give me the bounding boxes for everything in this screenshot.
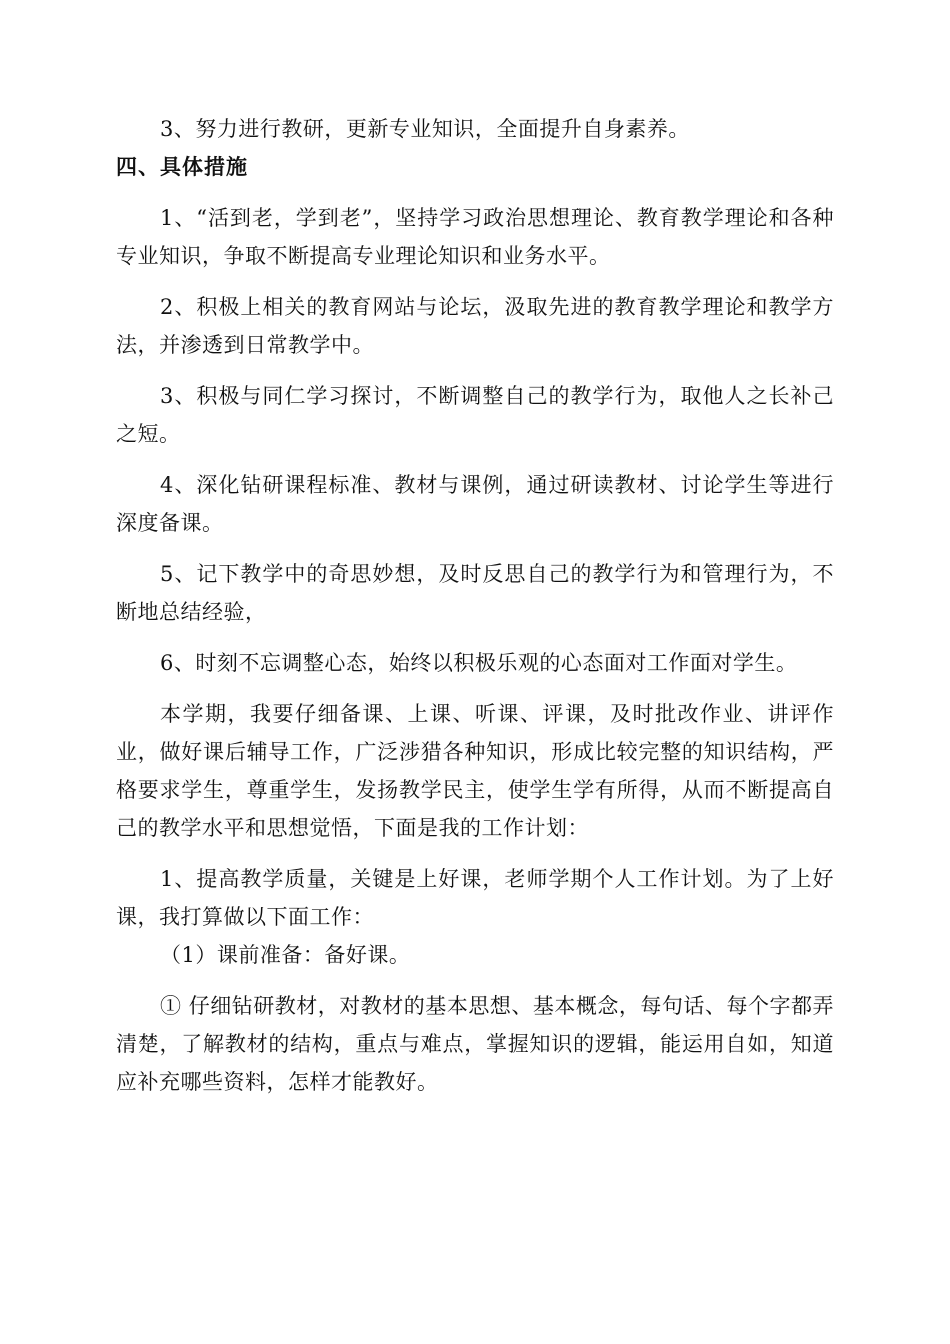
paragraph-subitem-detail: ① 仔细钻研教材，对教材的基本思想、基本概念，每句话、每个字都弄清楚，了解教材的结构，重点与难点，掌握知识的逻辑，能运用自如，知道应补充哪些资料，怎样才能教好。: [116, 994, 834, 1094]
paragraph-measure-2: 2、积极上相关的教育网站与论坛，汲取先进的教育教学理论和教学方法，并渗透到日常教学中。: [116, 295, 834, 357]
paragraph-semester-plan: 本学期，我要仔细备课、上课、听课、评课，及时批改作业、讲评作业，做好课后辅导工作，广泛涉猎各种知识，形成比较完整的知识结构，严格要求学生，尊重学生，发扬教学民主，使学生学有所得，从而不断提高自己的教学水平和思想觉悟，下面是我的工作计划：: [116, 702, 834, 840]
paragraph-plan-item-1: 1、提高教学质量，关键是上好课，老师学期个人工作计划。为了上好课，我打算做以下面工作：: [116, 867, 834, 929]
paragraph-measure-6: 6、时刻不忘调整心态，始终以积极乐观的心态面对工作面对学生。: [160, 651, 798, 675]
document-body: [116, 110, 834, 1101]
paragraph-measure-1: 1、“活到老，学到老”，坚持学习政治思想理论、教育教学理论和各种专业知识，争取不断提高专业理论知识和业务水平。: [116, 206, 834, 268]
paragraph-measure-4: 4、深化钻研课程标准、教材与课例，通过研读教材、讨论学生等进行深度备课。: [116, 473, 834, 535]
paragraph-measure-5: 5、记下教学中的奇思妙想，及时反思自己的教学行为和管理行为，不断地总结经验，: [116, 562, 834, 624]
paragraph-measure-3: 3、积极与同仁学习探讨，不断调整自己的教学行为，取他人之长补己之短。: [116, 384, 834, 446]
paragraph-goal-3: 3、努力进行教研，更新专业知识，全面提升自身素养。: [160, 117, 690, 141]
paragraph-subitem-1: （1）课前准备：备好课。: [160, 943, 411, 967]
section-heading-measures: 四、具体措施: [116, 154, 248, 179]
